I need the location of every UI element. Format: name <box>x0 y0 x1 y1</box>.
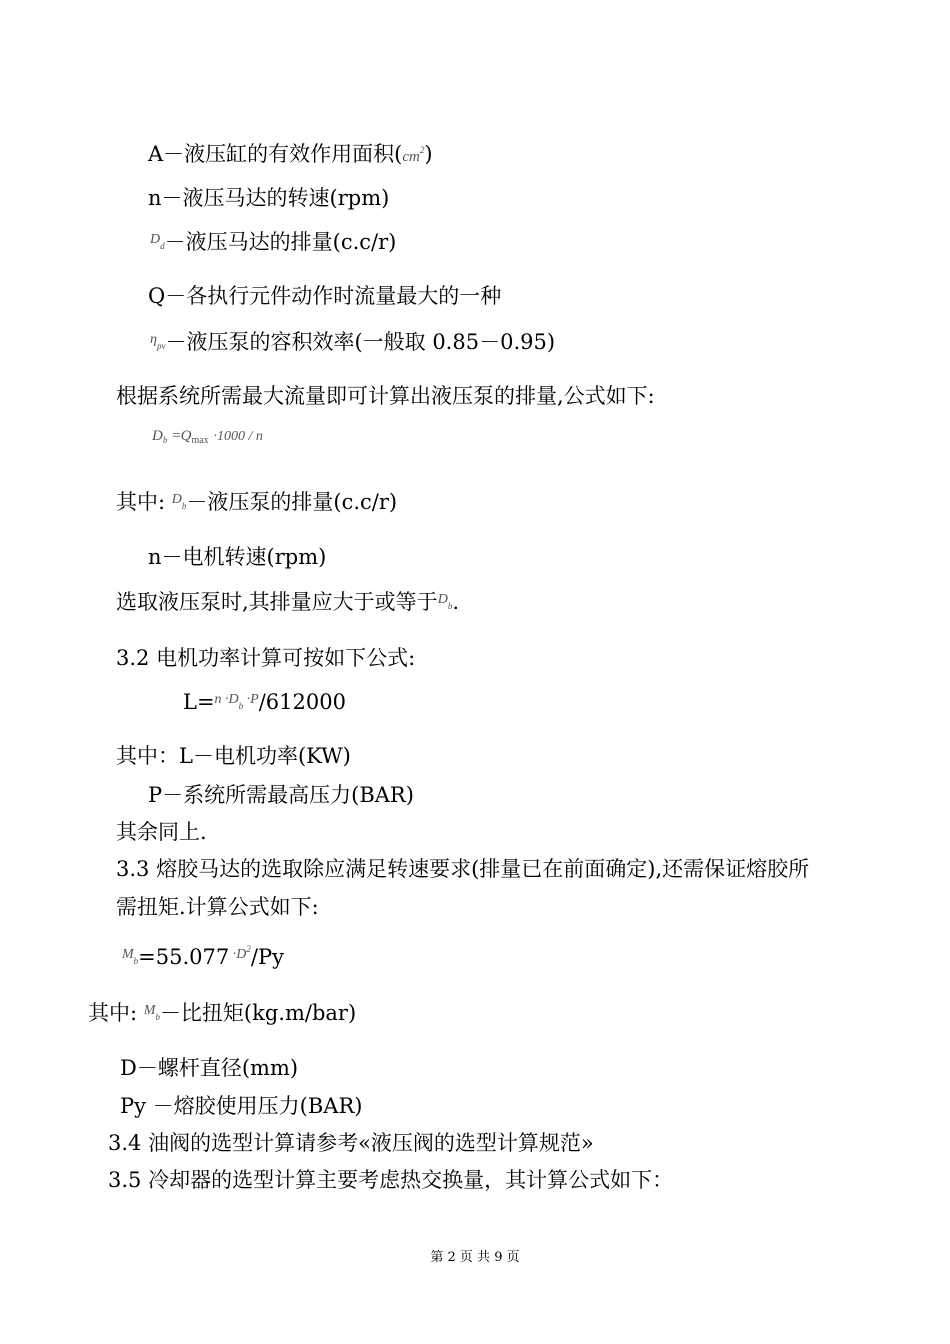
line-max-flow: Q－各执行元件动作时流量最大的一种 <box>148 284 502 308</box>
formula-motor-power: L=$^{n \cdot D}$b $^{\cdot P}$/612000 <box>183 690 346 714</box>
line-area-definition: A－液压缸的有效作用面积$(cm^2)$ <box>148 142 433 166</box>
heading-3-2: 3.2 电机功率计算可按如下公式: <box>116 646 416 670</box>
line-torque-intro: 需扭矩.计算公式如下: <box>116 895 319 919</box>
formula-specific-torque: $^M$b=55.077 $^{\cdot D2}$/Py <box>122 944 284 969</box>
formula-pump-displacement: $D_b =Q_{max} \cdot 1000 / n$ <box>152 428 263 446</box>
line-motor-rpm: n－电机转速(rpm) <box>148 545 327 569</box>
line-melt-pressure: Py －熔胶使用压力(BAR) <box>120 1094 363 1118</box>
line-motor-power-where: 其中：L－电机功率(KW) <box>116 744 351 768</box>
heading-3-4: 3.4 油阀的选型计算请参考«液压阀的选型计算规范» <box>108 1131 594 1155</box>
page-footer: 第 2 页 共 9 页 <box>430 1250 520 1265</box>
line-same-as-above: 其余同上. <box>116 820 207 844</box>
line-pump-displacement-intro: 根据系统所需最大流量即可计算出液压泵的排量,公式如下: <box>116 384 655 408</box>
line-max-pressure: P－系统所需最高压力(BAR) <box>148 783 414 807</box>
line-pump-displacement-where: 其中: $^D$b－液压泵的排量(c.c/r) <box>116 490 398 514</box>
line-specific-torque-where: 其中: $^M$b－比扭矩(kg.m/bar) <box>88 1001 357 1025</box>
line-screw-diameter: D－螺杆直径(mm) <box>120 1056 299 1080</box>
heading-3-3: 3.3 熔胶马达的选取除应满足转速要求(排量已在前面确定),还需保证熔胶所 <box>116 857 810 881</box>
heading-3-5: 3.5 冷却器的选型计算主要考虑热交换量，其计算公式如下： <box>108 1168 674 1192</box>
line-pump-selection: 选取液压泵时,其排量应大于或等于$^D$b. <box>116 590 459 614</box>
line-pump-efficiency: $^\eta$pv－液压泵的容积效率(一般取 0.85－0.95) <box>150 330 556 354</box>
line-motor-speed: n－液压马达的转速(rpm) <box>148 186 390 210</box>
line-motor-displacement: $^D$d－液压马达的排量(c.c/r) <box>150 230 397 254</box>
